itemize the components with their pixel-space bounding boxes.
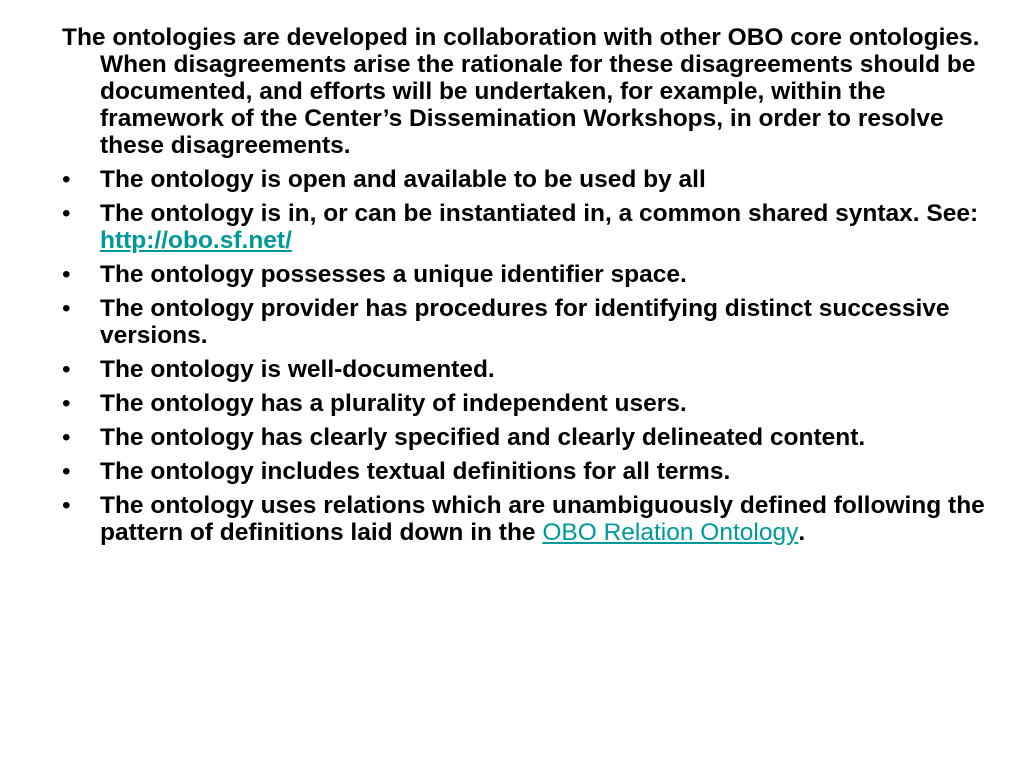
bullet-text: The ontology provider has procedures for identifying distinct successive versions. xyxy=(100,295,950,349)
intro-paragraph: The ontologies are developed in collaboration with other OBO core ontologies. When disagreements arise the rationale for these disagreements should be documented, and efforts will be undertaken, for example, within the framework of the Center’s Dissemination Workshops, in order to resolve these disagreements. xyxy=(62,24,980,159)
bullet-text: The ontology possesses a unique identifier space. xyxy=(100,261,687,288)
bullet-text: The ontology is well-documented. xyxy=(100,356,495,383)
bullet-text: The ontology has a plurality of independent users. xyxy=(100,390,687,417)
bullet-icon: • xyxy=(62,390,71,417)
obo-website-link[interactable]: http://obo.sf.net/ xyxy=(100,227,292,254)
bullet-syntax xyxy=(62,200,1002,254)
bullet-text: The ontology is in, or can be instantiated in, a common shared syntax. See: xyxy=(100,200,979,227)
bullet-content xyxy=(62,424,1002,451)
bullet-icon: • xyxy=(62,492,71,519)
bullet-icon: • xyxy=(62,295,71,322)
bullet-text: The ontology uses relations which are unambiguously defined following the pattern of definitions laid down in the xyxy=(100,492,985,546)
bullet-list xyxy=(62,166,1002,546)
bullet-icon: • xyxy=(62,424,71,451)
bullet-text: The ontology includes textual definitions for all terms. xyxy=(100,458,731,485)
bullet-icon: • xyxy=(62,200,71,227)
bullet-relations xyxy=(62,492,1002,546)
bullet-identifier xyxy=(62,261,1002,288)
bullet-documented xyxy=(62,356,1002,383)
bullet-icon: • xyxy=(62,261,71,288)
bullet-definitions xyxy=(62,458,1002,485)
bullet-text: The ontology has clearly specified and clearly delineated content. xyxy=(100,424,866,451)
obo-relation-ontology-link[interactable]: OBO Relation Ontology xyxy=(542,519,799,546)
bullet-icon: • xyxy=(62,458,71,485)
bullet-versions xyxy=(62,295,1002,349)
slide-body xyxy=(62,24,1002,553)
bullet-icon: • xyxy=(62,166,71,193)
bullet-text: The ontology is open and available to be used by all xyxy=(100,166,706,193)
bullet-open xyxy=(62,166,1002,193)
bullet-icon: • xyxy=(62,356,71,383)
bullet-text-end: . xyxy=(798,519,806,546)
bullet-users xyxy=(62,390,1002,417)
